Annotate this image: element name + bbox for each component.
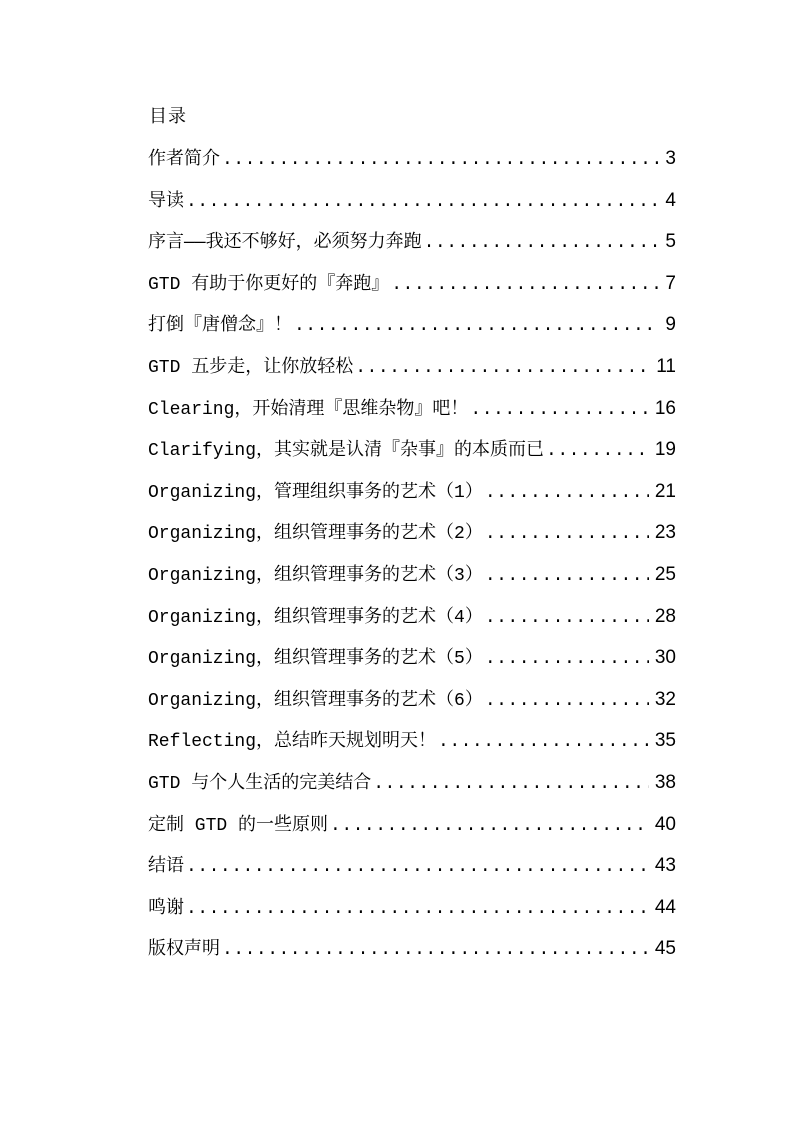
toc-entry[interactable] <box>148 353 676 395</box>
toc-entry[interactable] <box>148 686 676 728</box>
toc-entry[interactable] <box>148 519 676 561</box>
toc-entry-label: 序言——我还不够好，必须努力奔跑 <box>148 233 422 254</box>
toc-entry-page: 43 <box>654 855 676 877</box>
toc-entry-label: Clarifying，其实就是认清『杂事』的本质而已 <box>148 441 545 462</box>
toc-entry-label: Organizing，组织管理事务的艺术（5） <box>148 649 483 670</box>
toc-entry-label: Reflecting，总结昨天规划明天！ <box>148 732 437 753</box>
toc-entry-label: GTD 与个人生活的完美结合 <box>148 773 372 794</box>
dot-leader <box>470 396 648 424</box>
toc-entry[interactable] <box>148 270 676 312</box>
toc-entry-label: 打倒『唐僧念』！ <box>148 316 292 337</box>
toc-entry[interactable] <box>148 644 676 686</box>
dot-leader <box>485 687 649 715</box>
dot-leader <box>330 812 649 840</box>
toc-entry[interactable] <box>148 145 676 187</box>
toc-entry[interactable] <box>148 436 676 478</box>
toc-entry-label: 定制 GTD 的一些原则 <box>148 815 329 836</box>
dot-leader <box>546 437 649 465</box>
toc-entry-label: 版权声明 <box>148 940 220 961</box>
dot-leader <box>485 645 649 673</box>
dot-leader <box>186 853 649 881</box>
toc-entry-label: GTD 有助于你更好的『奔跑』 <box>148 274 390 295</box>
toc-entry-page: 25 <box>654 563 676 585</box>
toc-entry-page: 30 <box>654 647 676 669</box>
toc-entry-page: 4 <box>665 189 676 211</box>
toc-entry-page: 45 <box>654 938 676 960</box>
dot-leader <box>222 936 649 964</box>
dot-leader <box>391 271 658 299</box>
toc-entry-label: Organizing，组织管理事务的艺术（3） <box>148 565 483 586</box>
toc-entry[interactable] <box>148 769 676 811</box>
toc-entry-label: 结语 <box>148 857 184 878</box>
toc-entry-page: 38 <box>654 771 676 793</box>
toc-entry[interactable] <box>148 478 676 520</box>
toc-entry-page: 21 <box>654 480 676 502</box>
toc-entry-label: Organizing，管理组织事务的艺术（1） <box>148 482 483 503</box>
toc-entry-page: 5 <box>665 231 676 253</box>
dot-leader <box>373 770 649 798</box>
toc-entry[interactable] <box>148 187 676 229</box>
toc-entry-label: 鸣谢 <box>148 898 184 919</box>
dot-leader <box>424 229 658 257</box>
toc-entry-page: 19 <box>654 439 676 461</box>
toc-entry[interactable] <box>148 603 676 645</box>
toc-entry-page: 9 <box>665 314 676 336</box>
toc-entry-page: 32 <box>654 688 676 710</box>
toc-entry-page: 7 <box>665 272 676 294</box>
toc-entry-label: GTD 五步走，让你放轻松 <box>148 357 354 378</box>
dot-leader <box>186 895 649 923</box>
dot-leader <box>485 562 649 590</box>
toc-entry-page: 40 <box>654 813 676 835</box>
dot-leader <box>222 146 658 174</box>
toc-entry-label: Organizing，组织管理事务的艺术（4） <box>148 607 483 628</box>
dot-leader <box>485 604 649 632</box>
toc-entry-page: 35 <box>654 730 676 752</box>
dot-leader <box>294 312 658 340</box>
toc-title: 目录 <box>149 106 187 127</box>
toc-entry-page: 23 <box>654 522 676 544</box>
dot-leader <box>438 728 649 756</box>
toc-entry-label: Organizing，组织管理事务的艺术（6） <box>148 690 483 711</box>
dot-leader <box>355 354 650 382</box>
toc-entry-label: Organizing，组织管理事务的艺术（2） <box>148 524 483 545</box>
toc-entry[interactable] <box>148 811 676 853</box>
toc-entry[interactable] <box>148 311 676 353</box>
toc-entry[interactable] <box>148 727 676 769</box>
dot-leader <box>485 479 649 507</box>
toc-entry[interactable] <box>148 228 676 270</box>
dot-leader <box>485 520 649 548</box>
toc-entry[interactable] <box>148 935 676 977</box>
toc-entry-label: 作者简介 <box>148 150 220 170</box>
toc-entry[interactable] <box>148 395 676 437</box>
toc-entry-page: 16 <box>654 397 676 419</box>
toc-entry[interactable] <box>148 894 676 936</box>
toc-entry[interactable] <box>148 561 676 603</box>
toc-entry[interactable] <box>148 852 676 894</box>
toc-entry-page: 11 <box>656 355 676 377</box>
toc-entry-page: 28 <box>654 605 676 627</box>
toc-entry-page: 44 <box>654 896 676 918</box>
toc-entry-label: 导读 <box>148 191 184 212</box>
table-of-contents <box>148 145 676 977</box>
toc-entry-page: 3 <box>665 148 676 169</box>
toc-entry-label: Clearing，开始清理『思维杂物』吧！ <box>148 399 469 420</box>
dot-leader <box>186 188 658 216</box>
